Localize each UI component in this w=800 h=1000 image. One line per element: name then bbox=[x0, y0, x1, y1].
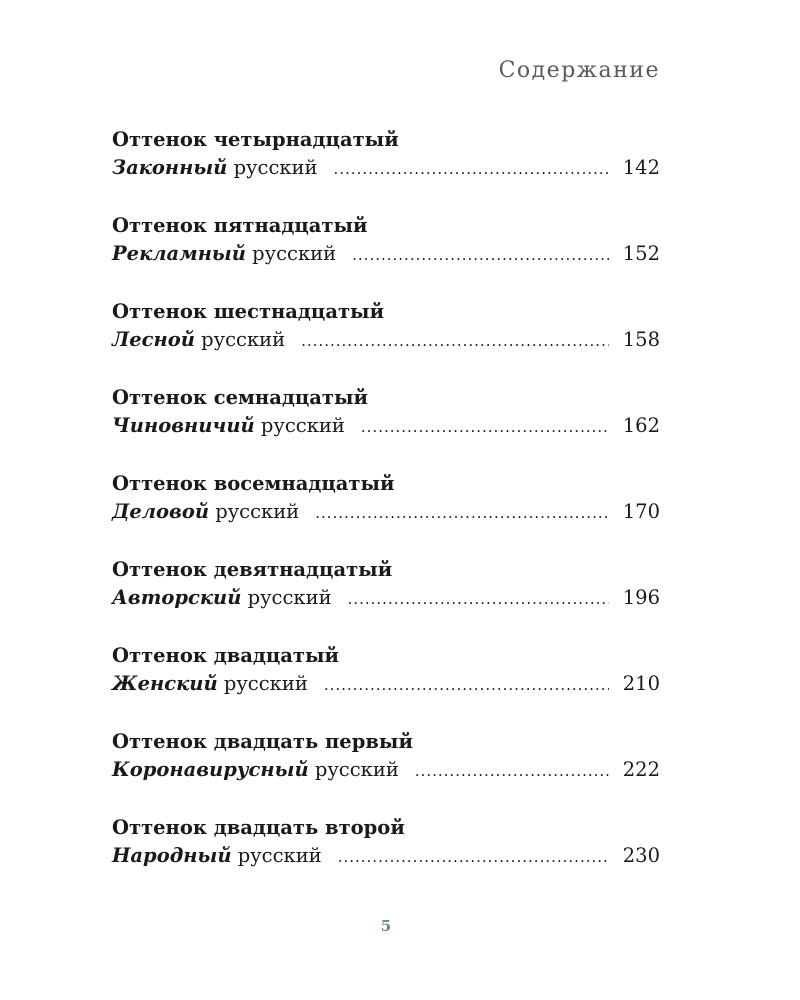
chapter-line bbox=[112, 584, 660, 613]
part-title: Оттенок пятнадцатый bbox=[112, 214, 368, 237]
chapter-rest: русский bbox=[237, 844, 322, 867]
chapter-title bbox=[112, 326, 285, 354]
page-number: 152 bbox=[622, 242, 660, 265]
chapter-title bbox=[112, 498, 299, 526]
chapter-rest: русский bbox=[223, 672, 308, 695]
dot-leader bbox=[301, 327, 609, 355]
page-number: 142 bbox=[622, 156, 660, 179]
chapter-title bbox=[112, 412, 345, 440]
page-number: 196 bbox=[622, 586, 660, 609]
page-number: 158 bbox=[622, 328, 660, 351]
chapter-rest: русский bbox=[215, 500, 300, 523]
dot-leader bbox=[338, 843, 609, 871]
chapter-emphasis: Лесной bbox=[112, 328, 195, 351]
chapter-rest: русский bbox=[233, 156, 318, 179]
part-title: Оттенок семнадцатый bbox=[112, 386, 368, 409]
chapter-emphasis: Коронавирусный bbox=[112, 758, 309, 781]
toc-entry bbox=[112, 298, 660, 384]
dot-leader bbox=[334, 155, 609, 183]
toc-entry bbox=[112, 126, 660, 212]
chapter-line bbox=[112, 154, 660, 183]
dot-leader bbox=[352, 241, 609, 269]
chapter-title bbox=[112, 240, 336, 268]
part-title: Оттенок двадцать первый bbox=[112, 730, 413, 753]
chapter-rest: русский bbox=[314, 758, 399, 781]
chapter-rest: русский bbox=[247, 586, 332, 609]
part-title: Оттенок двадцать второй bbox=[112, 816, 405, 839]
folio-page-number: 5 bbox=[380, 917, 392, 935]
part-title: Оттенок шестнадцатый bbox=[112, 300, 385, 323]
chapter-line bbox=[112, 240, 660, 269]
chapter-emphasis: Рекламный bbox=[112, 242, 246, 265]
toc-entry bbox=[112, 556, 660, 642]
page-number: 162 bbox=[622, 414, 660, 437]
chapter-emphasis: Женский bbox=[112, 672, 218, 695]
chapter-rest: русский bbox=[201, 328, 286, 351]
dot-leader bbox=[415, 757, 609, 785]
chapter-line bbox=[112, 498, 660, 527]
chapter-title bbox=[112, 842, 322, 870]
table-of-contents bbox=[112, 126, 660, 900]
part-title: Оттенок девятнадцатый bbox=[112, 558, 393, 581]
dot-leader bbox=[315, 499, 609, 527]
toc-entry bbox=[112, 642, 660, 728]
page-number: 222 bbox=[622, 758, 660, 781]
dot-leader bbox=[348, 585, 609, 613]
page-number: 210 bbox=[622, 672, 660, 695]
chapter-line bbox=[112, 756, 660, 785]
toc-entry bbox=[112, 728, 660, 814]
chapter-emphasis: Народный bbox=[112, 844, 232, 867]
chapter-line bbox=[112, 842, 660, 871]
chapter-title bbox=[112, 756, 399, 784]
chapter-emphasis: Чиновничий bbox=[112, 414, 255, 437]
chapter-rest: русский bbox=[252, 242, 337, 265]
chapter-line bbox=[112, 412, 660, 441]
part-title: Оттенок двадцатый bbox=[112, 644, 340, 667]
chapter-title bbox=[112, 670, 308, 698]
chapter-emphasis: Законный bbox=[112, 156, 228, 179]
chapter-line bbox=[112, 326, 660, 355]
part-title: Оттенок восемнадцатый bbox=[112, 472, 395, 495]
toc-entry bbox=[112, 384, 660, 470]
dot-leader bbox=[324, 671, 609, 699]
chapter-title bbox=[112, 584, 332, 612]
toc-entry bbox=[112, 212, 660, 298]
page-number: 170 bbox=[622, 500, 660, 523]
part-title: Оттенок четырнадцатый bbox=[112, 128, 399, 151]
chapter-line bbox=[112, 670, 660, 699]
toc-entry bbox=[112, 470, 660, 556]
chapter-rest: русский bbox=[260, 414, 345, 437]
toc-entry bbox=[112, 814, 660, 900]
chapter-emphasis: Деловой bbox=[112, 500, 210, 523]
chapter-emphasis: Авторский bbox=[112, 586, 242, 609]
dot-leader bbox=[361, 413, 609, 441]
page-title: Содержание bbox=[498, 58, 660, 83]
page-number: 230 bbox=[622, 844, 660, 867]
chapter-title bbox=[112, 154, 318, 182]
